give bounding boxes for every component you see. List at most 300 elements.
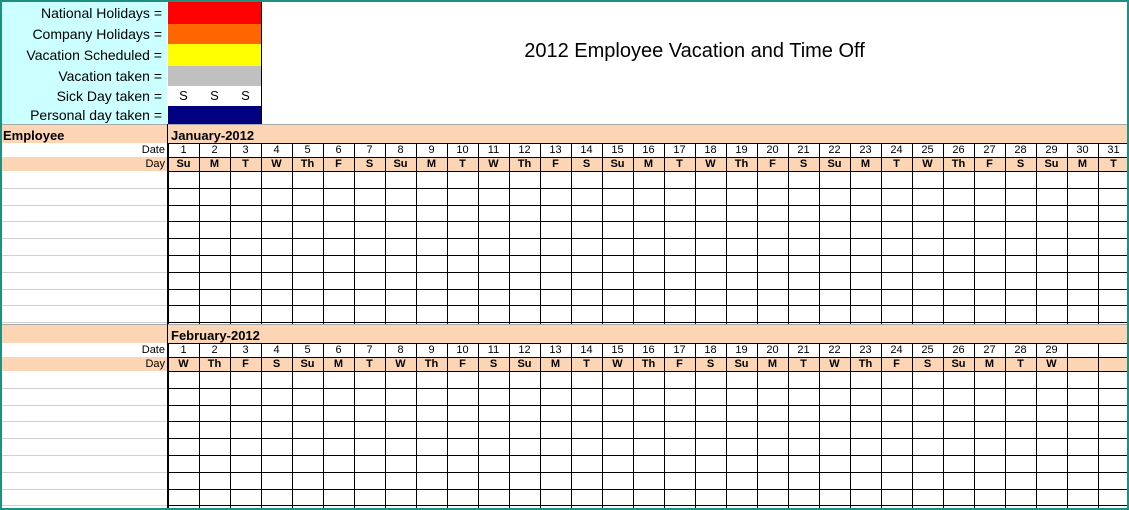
day-entry-cell[interactable] [354,489,385,505]
day-entry-cell[interactable] [385,171,416,188]
day-entry-cell[interactable] [199,171,230,188]
employee-name-cell[interactable] [2,221,168,238]
day-entry-cell[interactable] [974,505,1005,508]
day-entry-cell[interactable] [354,221,385,238]
day-entry-cell[interactable] [819,255,850,272]
day-entry-cell[interactable] [478,238,509,255]
day-entry-cell[interactable] [1067,505,1098,508]
day-entry-cell[interactable] [943,421,974,438]
day-entry-cell[interactable] [292,371,323,388]
day-entry-cell[interactable] [974,289,1005,305]
day-entry-cell[interactable] [943,371,974,388]
day-entry-cell[interactable] [664,438,695,455]
day-entry-cell[interactable] [912,371,943,388]
day-entry-cell[interactable] [1098,255,1127,272]
day-entry-cell[interactable] [168,371,199,388]
day-entry-cell[interactable] [416,238,447,255]
day-entry-cell[interactable] [726,188,757,205]
day-entry-cell[interactable] [385,489,416,505]
day-entry-cell[interactable] [230,489,261,505]
day-entry-cell[interactable] [478,289,509,305]
day-entry-cell[interactable] [912,388,943,405]
day-entry-cell[interactable] [1067,205,1098,221]
day-entry-cell[interactable] [354,505,385,508]
day-entry-cell[interactable] [416,455,447,472]
day-entry-cell[interactable] [788,489,819,505]
day-entry-cell[interactable] [664,405,695,421]
day-entry-cell[interactable] [788,405,819,421]
day-entry-cell[interactable] [447,371,478,388]
day-entry-cell[interactable] [1036,289,1067,305]
day-entry-cell[interactable] [354,289,385,305]
day-entry-cell[interactable] [416,171,447,188]
day-entry-cell[interactable] [1005,272,1036,289]
day-entry-cell[interactable] [230,289,261,305]
day-entry-cell[interactable] [819,472,850,489]
day-entry-cell[interactable] [168,472,199,489]
day-entry-cell[interactable] [447,405,478,421]
day-entry-cell[interactable] [819,188,850,205]
day-entry-cell[interactable] [416,388,447,405]
day-entry-cell[interactable] [478,171,509,188]
day-entry-cell[interactable] [726,272,757,289]
day-entry-cell[interactable] [1067,405,1098,421]
day-entry-cell[interactable] [664,272,695,289]
day-entry-cell[interactable] [261,238,292,255]
day-entry-cell[interactable] [1067,272,1098,289]
day-entry-cell[interactable] [478,205,509,221]
day-entry-cell[interactable] [1036,205,1067,221]
day-entry-cell[interactable] [757,289,788,305]
day-entry-cell[interactable] [757,438,788,455]
day-entry-cell[interactable] [1005,455,1036,472]
day-entry-cell[interactable] [385,405,416,421]
day-entry-cell[interactable] [323,205,354,221]
day-entry-cell[interactable] [385,455,416,472]
day-entry-cell[interactable] [1098,455,1127,472]
day-entry-cell[interactable] [1005,388,1036,405]
day-entry-cell[interactable] [509,371,540,388]
day-entry-cell[interactable] [943,238,974,255]
day-entry-cell[interactable] [292,455,323,472]
day-entry-cell[interactable] [819,371,850,388]
day-entry-cell[interactable] [757,405,788,421]
day-entry-cell[interactable] [974,489,1005,505]
day-entry-cell[interactable] [819,221,850,238]
day-entry-cell[interactable] [602,388,633,405]
day-entry-cell[interactable] [1067,388,1098,405]
day-entry-cell[interactable] [199,205,230,221]
day-entry-cell[interactable] [199,188,230,205]
day-entry-cell[interactable] [1036,421,1067,438]
day-entry-cell[interactable] [912,188,943,205]
day-entry-cell[interactable] [478,388,509,405]
day-entry-cell[interactable] [416,505,447,508]
day-entry-cell[interactable] [168,171,199,188]
day-entry-cell[interactable] [416,272,447,289]
day-entry-cell[interactable] [695,238,726,255]
day-entry-cell[interactable] [1098,405,1127,421]
day-entry-cell[interactable] [819,438,850,455]
day-entry-cell[interactable] [912,238,943,255]
day-entry-cell[interactable] [354,188,385,205]
day-entry-cell[interactable] [943,388,974,405]
day-entry-cell[interactable] [757,472,788,489]
day-entry-cell[interactable] [199,455,230,472]
day-entry-cell[interactable] [540,255,571,272]
day-entry-cell[interactable] [292,272,323,289]
day-entry-cell[interactable] [385,505,416,508]
day-entry-cell[interactable] [509,289,540,305]
day-entry-cell[interactable] [540,188,571,205]
day-entry-cell[interactable] [1098,371,1127,388]
day-entry-cell[interactable] [943,505,974,508]
day-entry-cell[interactable] [1067,221,1098,238]
day-entry-cell[interactable] [1005,421,1036,438]
day-entry-cell[interactable] [943,455,974,472]
day-entry-cell[interactable] [633,205,664,221]
day-entry-cell[interactable] [695,188,726,205]
day-entry-cell[interactable] [633,255,664,272]
day-entry-cell[interactable] [633,371,664,388]
day-entry-cell[interactable] [323,405,354,421]
day-entry-cell[interactable] [230,405,261,421]
day-entry-cell[interactable] [261,472,292,489]
day-entry-cell[interactable] [1005,489,1036,505]
day-entry-cell[interactable] [633,505,664,508]
day-entry-cell[interactable] [385,305,416,322]
day-entry-cell[interactable] [292,205,323,221]
day-entry-cell[interactable] [602,171,633,188]
day-entry-cell[interactable] [974,421,1005,438]
day-entry-cell[interactable] [974,388,1005,405]
day-entry-cell[interactable] [788,205,819,221]
day-entry-cell[interactable] [881,272,912,289]
day-entry-cell[interactable] [292,255,323,272]
day-entry-cell[interactable] [912,205,943,221]
day-entry-cell[interactable] [819,489,850,505]
day-entry-cell[interactable] [168,205,199,221]
employee-name-cell[interactable] [2,171,168,188]
day-entry-cell[interactable] [881,505,912,508]
day-entry-cell[interactable] [664,188,695,205]
day-entry-cell[interactable] [881,489,912,505]
day-entry-cell[interactable] [168,489,199,505]
day-entry-cell[interactable] [726,371,757,388]
employee-name-cell[interactable] [2,489,168,505]
day-entry-cell[interactable] [757,489,788,505]
day-entry-cell[interactable] [509,305,540,322]
day-entry-cell[interactable] [230,238,261,255]
day-entry-cell[interactable] [943,305,974,322]
day-entry-cell[interactable] [261,371,292,388]
day-entry-cell[interactable] [540,405,571,421]
day-entry-cell[interactable] [385,238,416,255]
day-entry-cell[interactable] [602,472,633,489]
day-entry-cell[interactable] [509,505,540,508]
day-entry-cell[interactable] [819,238,850,255]
day-entry-cell[interactable] [1098,238,1127,255]
day-entry-cell[interactable] [881,438,912,455]
day-entry-cell[interactable] [168,438,199,455]
day-entry-cell[interactable] [695,171,726,188]
day-entry-cell[interactable] [540,371,571,388]
day-entry-cell[interactable] [571,238,602,255]
day-entry-cell[interactable] [819,272,850,289]
day-entry-cell[interactable] [695,388,726,405]
day-entry-cell[interactable] [540,205,571,221]
day-entry-cell[interactable] [447,421,478,438]
day-entry-cell[interactable] [509,205,540,221]
day-entry-cell[interactable] [788,421,819,438]
day-entry-cell[interactable] [974,371,1005,388]
day-entry-cell[interactable] [447,489,478,505]
day-entry-cell[interactable] [602,489,633,505]
day-entry-cell[interactable] [1067,238,1098,255]
day-entry-cell[interactable] [509,421,540,438]
day-entry-cell[interactable] [788,171,819,188]
day-entry-cell[interactable] [447,388,478,405]
day-entry-cell[interactable] [664,472,695,489]
day-entry-cell[interactable] [354,171,385,188]
day-entry-cell[interactable] [1005,238,1036,255]
day-entry-cell[interactable] [354,272,385,289]
day-entry-cell[interactable] [881,455,912,472]
day-entry-cell[interactable] [1005,371,1036,388]
day-entry-cell[interactable] [230,171,261,188]
day-entry-cell[interactable] [602,505,633,508]
day-entry-cell[interactable] [261,171,292,188]
day-entry-cell[interactable] [416,255,447,272]
day-entry-cell[interactable] [633,238,664,255]
day-entry-cell[interactable] [416,221,447,238]
day-entry-cell[interactable] [230,438,261,455]
day-entry-cell[interactable] [1036,305,1067,322]
day-entry-cell[interactable] [509,171,540,188]
day-entry-cell[interactable] [478,438,509,455]
day-entry-cell[interactable] [261,438,292,455]
day-entry-cell[interactable] [943,489,974,505]
day-entry-cell[interactable] [633,221,664,238]
day-entry-cell[interactable] [974,455,1005,472]
day-entry-cell[interactable] [261,505,292,508]
day-entry-cell[interactable] [974,188,1005,205]
day-entry-cell[interactable] [850,489,881,505]
day-entry-cell[interactable] [199,221,230,238]
day-entry-cell[interactable] [416,289,447,305]
day-entry-cell[interactable] [850,255,881,272]
day-entry-cell[interactable] [602,455,633,472]
day-entry-cell[interactable] [509,188,540,205]
day-entry-cell[interactable] [633,289,664,305]
day-entry-cell[interactable] [385,388,416,405]
day-entry-cell[interactable] [323,388,354,405]
day-entry-cell[interactable] [943,272,974,289]
day-entry-cell[interactable] [571,438,602,455]
day-entry-cell[interactable] [354,388,385,405]
day-entry-cell[interactable] [323,272,354,289]
day-entry-cell[interactable] [943,221,974,238]
day-entry-cell[interactable] [974,255,1005,272]
day-entry-cell[interactable] [571,388,602,405]
day-entry-cell[interactable] [478,255,509,272]
day-entry-cell[interactable] [788,289,819,305]
day-entry-cell[interactable] [292,438,323,455]
day-entry-cell[interactable] [726,505,757,508]
day-entry-cell[interactable] [292,405,323,421]
day-entry-cell[interactable] [819,405,850,421]
employee-name-cell[interactable] [2,305,168,322]
day-entry-cell[interactable] [943,405,974,421]
day-entry-cell[interactable] [230,472,261,489]
day-entry-cell[interactable] [819,421,850,438]
employee-name-cell[interactable] [2,188,168,205]
day-entry-cell[interactable] [974,405,1005,421]
day-entry-cell[interactable] [850,455,881,472]
day-entry-cell[interactable] [1036,489,1067,505]
day-entry-cell[interactable] [664,371,695,388]
day-entry-cell[interactable] [664,289,695,305]
day-entry-cell[interactable] [664,489,695,505]
day-entry-cell[interactable] [1067,171,1098,188]
day-entry-cell[interactable] [664,455,695,472]
day-entry-cell[interactable] [633,455,664,472]
day-entry-cell[interactable] [261,205,292,221]
day-entry-cell[interactable] [540,238,571,255]
day-entry-cell[interactable] [974,272,1005,289]
day-entry-cell[interactable] [354,238,385,255]
employee-name-cell[interactable] [2,505,168,508]
day-entry-cell[interactable] [757,505,788,508]
day-entry-cell[interactable] [788,221,819,238]
day-entry-cell[interactable] [323,255,354,272]
day-entry-cell[interactable] [757,221,788,238]
employee-name-cell[interactable] [2,272,168,289]
day-entry-cell[interactable] [850,371,881,388]
day-entry-cell[interactable] [199,438,230,455]
day-entry-cell[interactable] [199,255,230,272]
day-entry-cell[interactable] [385,255,416,272]
day-entry-cell[interactable] [633,438,664,455]
day-entry-cell[interactable] [323,305,354,322]
day-entry-cell[interactable] [509,489,540,505]
day-entry-cell[interactable] [912,171,943,188]
day-entry-cell[interactable] [1036,472,1067,489]
employee-name-cell[interactable] [2,255,168,272]
day-entry-cell[interactable] [695,438,726,455]
day-entry-cell[interactable] [1036,505,1067,508]
day-entry-cell[interactable] [261,388,292,405]
day-entry-cell[interactable] [850,405,881,421]
day-entry-cell[interactable] [571,421,602,438]
day-entry-cell[interactable] [416,371,447,388]
day-entry-cell[interactable] [416,421,447,438]
day-entry-cell[interactable] [199,305,230,322]
day-entry-cell[interactable] [199,489,230,505]
day-entry-cell[interactable] [478,305,509,322]
day-entry-cell[interactable] [695,305,726,322]
day-entry-cell[interactable] [664,505,695,508]
day-entry-cell[interactable] [509,221,540,238]
day-entry-cell[interactable] [230,205,261,221]
day-entry-cell[interactable] [850,472,881,489]
day-entry-cell[interactable] [540,455,571,472]
day-entry-cell[interactable] [1098,472,1127,489]
day-entry-cell[interactable] [199,421,230,438]
day-entry-cell[interactable] [881,238,912,255]
day-entry-cell[interactable] [850,289,881,305]
day-entry-cell[interactable] [912,221,943,238]
day-entry-cell[interactable] [168,505,199,508]
day-entry-cell[interactable] [571,305,602,322]
day-entry-cell[interactable] [1005,405,1036,421]
day-entry-cell[interactable] [757,205,788,221]
day-entry-cell[interactable] [323,289,354,305]
day-entry-cell[interactable] [664,238,695,255]
day-entry-cell[interactable] [757,272,788,289]
day-entry-cell[interactable] [385,289,416,305]
day-entry-cell[interactable] [571,505,602,508]
day-entry-cell[interactable] [788,388,819,405]
day-entry-cell[interactable] [540,388,571,405]
day-entry-cell[interactable] [323,438,354,455]
day-entry-cell[interactable] [261,489,292,505]
day-entry-cell[interactable] [1005,472,1036,489]
day-entry-cell[interactable] [1067,255,1098,272]
day-entry-cell[interactable] [168,305,199,322]
day-entry-cell[interactable] [416,472,447,489]
day-entry-cell[interactable] [323,238,354,255]
day-entry-cell[interactable] [1067,472,1098,489]
day-entry-cell[interactable] [602,421,633,438]
day-entry-cell[interactable] [974,221,1005,238]
day-entry-cell[interactable] [974,238,1005,255]
day-entry-cell[interactable] [1036,255,1067,272]
day-entry-cell[interactable] [261,289,292,305]
day-entry-cell[interactable] [819,289,850,305]
day-entry-cell[interactable] [1036,238,1067,255]
day-entry-cell[interactable] [850,221,881,238]
day-entry-cell[interactable] [819,455,850,472]
day-entry-cell[interactable] [509,438,540,455]
day-entry-cell[interactable] [912,255,943,272]
day-entry-cell[interactable] [850,421,881,438]
day-entry-cell[interactable] [912,289,943,305]
day-entry-cell[interactable] [447,238,478,255]
day-entry-cell[interactable] [881,472,912,489]
day-entry-cell[interactable] [385,371,416,388]
day-entry-cell[interactable] [633,472,664,489]
day-entry-cell[interactable] [1036,388,1067,405]
day-entry-cell[interactable] [540,489,571,505]
day-entry-cell[interactable] [788,272,819,289]
day-entry-cell[interactable] [850,171,881,188]
day-entry-cell[interactable] [757,188,788,205]
day-entry-cell[interactable] [1098,188,1127,205]
employee-name-cell[interactable] [2,455,168,472]
day-entry-cell[interactable] [726,472,757,489]
day-entry-cell[interactable] [1036,188,1067,205]
day-entry-cell[interactable] [695,205,726,221]
day-entry-cell[interactable] [168,388,199,405]
day-entry-cell[interactable] [850,272,881,289]
day-entry-cell[interactable] [602,272,633,289]
day-entry-cell[interactable] [633,388,664,405]
day-entry-cell[interactable] [850,438,881,455]
day-entry-cell[interactable] [602,221,633,238]
day-entry-cell[interactable] [478,455,509,472]
day-entry-cell[interactable] [974,305,1005,322]
